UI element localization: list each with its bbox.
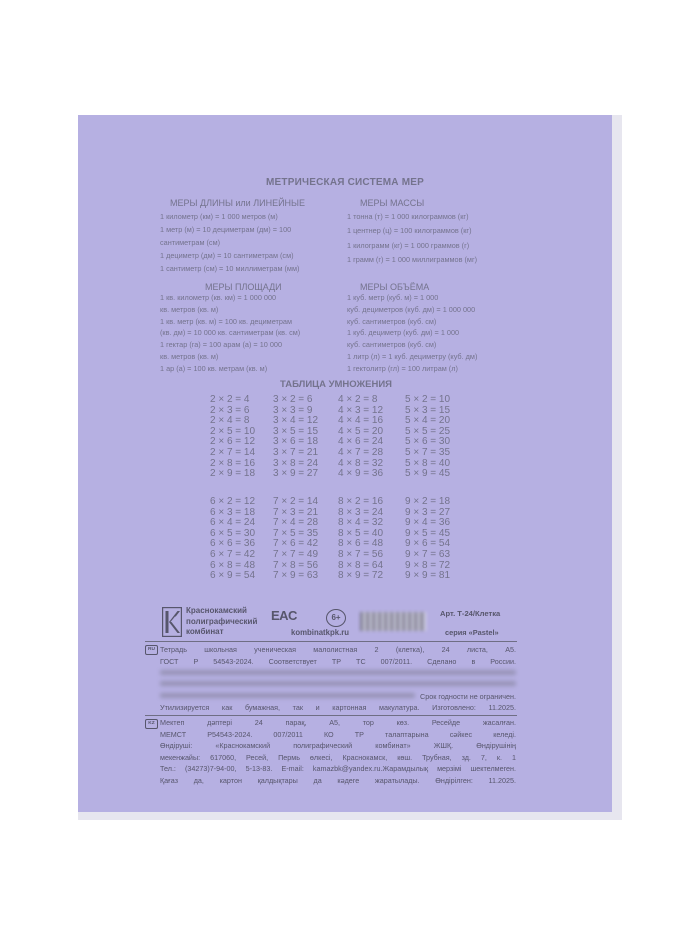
multiplication-cell: 4 × 3 = 12 xyxy=(338,404,384,416)
multiplication-cell: 9 × 8 = 72 xyxy=(405,559,451,571)
area-measures-heading: МЕРЫ ПЛОЩАДИ xyxy=(205,282,282,292)
measure-line: 1 тонна (т) = 1 000 килограммов (кг) xyxy=(347,212,469,221)
measure-line: 1 кв. метр (кв. м) = 100 кв. дециметрам xyxy=(160,316,292,326)
multiplication-cell: 7 × 2 = 14 xyxy=(273,496,319,507)
multiplication-cell: 3 × 6 = 18 xyxy=(273,436,319,448)
multiplication-cell: 5 × 5 = 25 xyxy=(405,425,451,437)
multiplication-cell: 7 × 3 = 21 xyxy=(273,506,319,518)
ru-product-info xyxy=(160,644,516,667)
multiplication-cell: 4 × 4 = 16 xyxy=(338,415,384,427)
blurred-text xyxy=(160,693,415,698)
multiplication-cell: 7 × 8 = 56 xyxy=(273,559,319,571)
multiplication-cell: 6 × 8 = 48 xyxy=(210,559,256,571)
divider xyxy=(145,641,517,642)
multiplication-cell: 9 × 6 = 54 xyxy=(405,538,451,550)
measure-line: куб. сантиметров (куб. см) xyxy=(347,316,437,326)
multiplication-column-2 xyxy=(210,395,255,480)
multiplication-cell: 2 × 4 = 8 xyxy=(210,415,250,427)
measure-line: 1 дециметр (дм) = 10 сантиметрам (см) xyxy=(160,251,294,260)
publisher-website: kombinatkpk.ru xyxy=(291,628,350,637)
multiplication-cell: 9 × 2 = 18 xyxy=(405,496,451,507)
measure-line: куб. дециметров (куб. дм) = 1 000 000 xyxy=(347,304,476,314)
multiplication-cell: 4 × 6 = 24 xyxy=(338,436,384,448)
metric-system-title: МЕТРИЧЕСКАЯ СИСТЕМА МЕР xyxy=(266,177,424,188)
measure-line: 1 кв. километр (кв. км) = 1 000 000 xyxy=(160,293,277,302)
multiplication-cell: 8 × 6 = 48 xyxy=(338,538,384,550)
multiplication-cell: 2 × 5 = 10 xyxy=(210,425,256,437)
mass-measures-heading: МЕРЫ МАССЫ xyxy=(360,198,425,208)
multiplication-cell: 4 × 5 = 20 xyxy=(338,425,384,437)
measure-line: куб. сантиметров (куб. см) xyxy=(347,340,437,350)
publisher-name xyxy=(186,606,257,638)
multiplication-cell: 4 × 8 = 32 xyxy=(338,457,384,469)
multiplication-cell: 6 × 5 = 30 xyxy=(210,527,256,539)
measure-line: 1 литр (л) = 1 куб. дециметру (куб. дм) xyxy=(347,351,478,361)
multiplication-cell: 5 × 7 = 35 xyxy=(405,446,451,458)
article-number: Арт. Т-24/Клетка xyxy=(440,609,501,618)
info-line: МЕМСТ Р54543-2024. 007/2011 КО ТР талаптарына сәйкес келеді. xyxy=(160,729,516,739)
volume-measures-heading: МЕРЫ ОБЪЁМА xyxy=(360,282,430,292)
multiplication-cell: 7 × 6 = 42 xyxy=(273,538,319,550)
multiplication-cell: 3 × 4 = 12 xyxy=(273,415,319,427)
multiplication-cell: 7 × 7 = 49 xyxy=(273,548,319,560)
multiplication-cell: 8 × 3 = 24 xyxy=(338,506,384,518)
info-line: мекенжайы: 617060, Ресей, Пермь өлкесі, Краснокамск, көш. Трубная, зд. 7, к. 1 xyxy=(160,752,516,762)
multiplication-cell: 6 × 3 = 18 xyxy=(210,506,256,518)
multiplication-cell: 8 × 7 = 56 xyxy=(338,548,384,560)
paper-edge-bottom xyxy=(78,812,612,820)
multiplication-cell: 2 × 7 = 14 xyxy=(210,446,256,458)
measure-line: 1 ар (а) = 100 кв. метрам (кв. м) xyxy=(160,363,268,373)
measure-line: (кв. дм) = 10 000 кв. сантиметрам (кв. см) xyxy=(160,328,301,338)
shelf-life-note: Срок годности не ограничен. xyxy=(420,692,516,701)
multiplication-cell: 3 × 8 = 24 xyxy=(273,457,319,469)
measure-line: 1 килограмм (кг) = 1 000 граммов (г) xyxy=(347,240,470,250)
multiplication-cell: 4 × 7 = 28 xyxy=(338,446,384,458)
multiplication-cell: 6 × 7 = 42 xyxy=(210,548,256,560)
ru-language-icon: RU xyxy=(145,645,158,655)
multiplication-cell: 2 × 9 = 18 xyxy=(210,468,256,480)
multiplication-cell: 8 × 9 = 72 xyxy=(338,570,384,582)
multiplication-column-5 xyxy=(405,395,450,480)
publisher-name-line: комбинат xyxy=(186,627,224,636)
multiplication-column-6 xyxy=(210,497,255,582)
multiplication-cell: 3 × 2 = 6 xyxy=(273,394,313,405)
divider xyxy=(145,715,517,716)
measure-line: 1 куб. дециметр (куб. дм) = 1 000 xyxy=(347,328,460,338)
measure-line: кв. метров (кв. м) xyxy=(160,304,219,314)
multiplication-cell: 5 × 6 = 30 xyxy=(405,436,451,448)
measure-line: 1 грамм (г) = 1 000 миллиграммов (мг) xyxy=(347,254,478,264)
multiplication-table-title: ТАБЛИЦА УМНОЖЕНИЯ xyxy=(280,379,392,390)
multiplication-cell: 9 × 9 = 81 xyxy=(405,570,451,582)
multiplication-cell: 8 × 5 = 40 xyxy=(338,527,384,539)
info-line: Утилизируется как бумажная, так и картонная макулатура. Изготовлено: 11.2025. xyxy=(160,703,516,712)
area-measures-list xyxy=(160,292,300,375)
kpk-logo-icon xyxy=(162,607,182,637)
multiplication-cell: 9 × 7 = 63 xyxy=(405,548,451,560)
multiplication-cell: 4 × 2 = 8 xyxy=(338,394,378,405)
multiplication-cell: 8 × 4 = 32 xyxy=(338,517,384,529)
multiplication-cell: 7 × 5 = 35 xyxy=(273,527,319,539)
measure-line: кв. метров (кв. м) xyxy=(160,351,219,361)
multiplication-cell: 8 × 8 = 64 xyxy=(338,559,384,571)
multiplication-cell: 8 × 2 = 16 xyxy=(338,496,384,507)
eac-mark: EAC xyxy=(271,608,297,623)
multiplication-cell: 2 × 2 = 4 xyxy=(210,394,250,405)
multiplication-cell: 9 × 4 = 36 xyxy=(405,517,451,529)
multiplication-cell: 6 × 2 = 12 xyxy=(210,496,256,507)
info-line: Тетрадь школьная ученическая малолистная 2 (клетка), 24 листа, А5. xyxy=(160,645,516,654)
multiplication-cell: 9 × 3 = 27 xyxy=(405,506,451,518)
info-line: Қағаз да, картон қалдықтары да кәдеге жаратылады. Өндірілген: 11.2025. xyxy=(160,775,516,785)
multiplication-cell: 7 × 4 = 28 xyxy=(273,517,319,529)
kz-language-icon: KZ xyxy=(145,719,158,729)
multiplication-cell: 3 × 7 = 21 xyxy=(273,446,319,458)
multiplication-cell: 3 × 3 = 9 xyxy=(273,404,313,416)
kz-product-info xyxy=(160,717,516,786)
multiplication-cell: 7 × 9 = 63 xyxy=(273,570,319,582)
multiplication-cell: 5 × 9 = 45 xyxy=(405,468,451,480)
measure-line: 1 гектолитр (гл) = 100 литрам (л) xyxy=(347,363,458,373)
mass-measures-list xyxy=(347,210,477,267)
multiplication-cell: 2 × 3 = 6 xyxy=(210,404,250,416)
multiplication-cell: 2 × 6 = 12 xyxy=(210,436,256,448)
ru-disposal-info xyxy=(160,702,516,714)
age-rating-badge: 6+ xyxy=(326,609,346,627)
info-line: ГОСТ Р 54543-2024. Соответствует ТР ТС 007/2011. Сделано в России. xyxy=(160,656,516,666)
multiplication-cell: 5 × 3 = 15 xyxy=(405,404,451,416)
publisher-name-line: полиграфический xyxy=(186,616,258,626)
multiplication-cell: 3 × 5 = 15 xyxy=(273,425,319,437)
measure-line: 1 гектар (га) = 100 арам (а) = 10 000 xyxy=(160,340,283,350)
multiplication-cell: 5 × 4 = 20 xyxy=(405,415,451,427)
measure-line: 1 сантиметр (см) = 10 миллиметрам (мм) xyxy=(160,264,300,273)
info-line: Мектеп дәптері 24 парақ, А5, тор көз. Ресейде жасалған. xyxy=(160,718,516,727)
paper-edge-right xyxy=(612,115,622,820)
multiplication-column-3 xyxy=(273,395,318,480)
publisher-name-line: Краснокамский xyxy=(186,606,247,615)
multiplication-cell: 2 × 8 = 16 xyxy=(210,457,256,469)
measure-line: сантиметрам (см) xyxy=(160,238,221,247)
multiplication-cell: 5 × 2 = 10 xyxy=(405,394,451,405)
info-line: Өндіруші: «Краснокамский полиграфический комбинат» ЖШҚ. Өндірушінің xyxy=(160,741,516,750)
multiplication-column-7 xyxy=(273,497,318,582)
multiplication-cell: 6 × 9 = 54 xyxy=(210,570,256,582)
length-measures-heading: МЕРЫ ДЛИНЫ или ЛИНЕЙНЫЕ xyxy=(170,198,306,208)
measure-line: 1 куб. метр (куб. м) = 1 000 xyxy=(347,293,439,302)
multiplication-column-8 xyxy=(338,497,383,582)
multiplication-cell: 6 × 4 = 24 xyxy=(210,517,256,529)
multiplication-cell: 3 × 9 = 27 xyxy=(273,468,319,480)
multiplication-column-9 xyxy=(405,497,450,582)
multiplication-cell: 6 × 6 = 36 xyxy=(210,538,256,550)
blurred-text xyxy=(160,681,516,686)
barcode-icon xyxy=(360,612,426,631)
info-line: Тел.: (34273)7-94-00, 5-13-83. E-mail: kamazbk@yandex.ru.Жарамдылық мерзімі шектелмеген. xyxy=(160,764,516,773)
blurred-text xyxy=(160,670,516,675)
measure-line: 1 метр (м) = 10 дециметрам (дм) = 100 xyxy=(160,225,292,234)
measure-line: 1 километр (км) = 1 000 метров (м) xyxy=(160,212,278,221)
measure-line: 1 центнер (ц) = 100 килограммов (кг) xyxy=(347,226,472,236)
length-measures-list xyxy=(160,210,299,275)
volume-measures-list xyxy=(347,292,477,375)
multiplication-cell: 5 × 8 = 40 xyxy=(405,457,451,469)
multiplication-cell: 4 × 9 = 36 xyxy=(338,468,384,480)
multiplication-cell: 9 × 5 = 45 xyxy=(405,527,451,539)
product-series: серия «Pastel» xyxy=(445,628,499,637)
multiplication-column-4 xyxy=(338,395,383,480)
